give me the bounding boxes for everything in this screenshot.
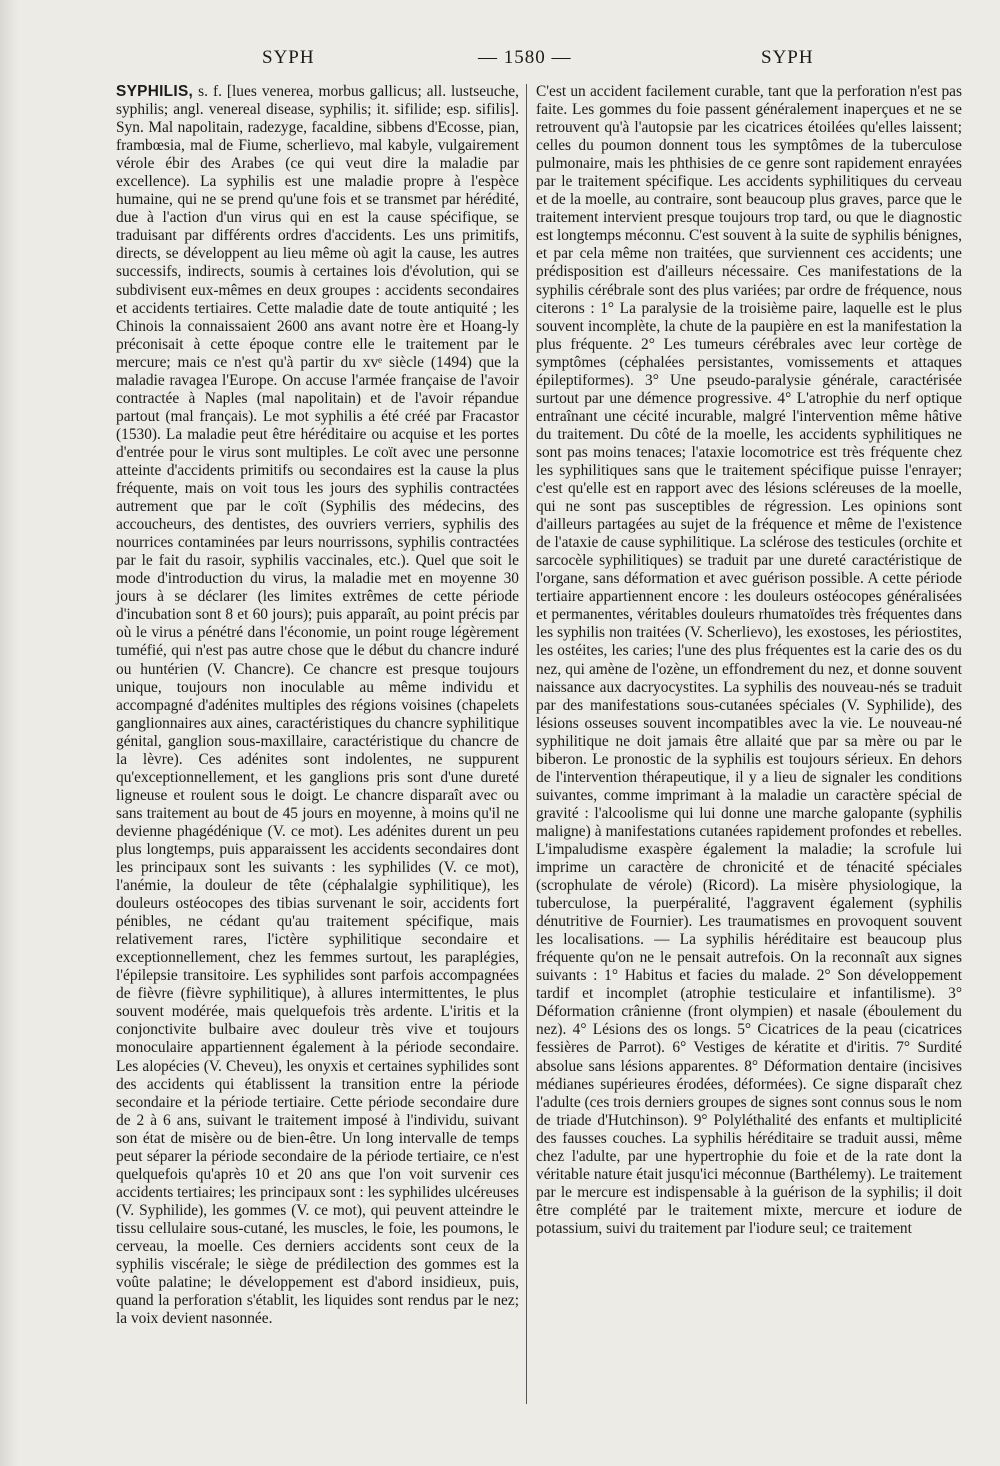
header-left-guide-word: SYPH [262,47,315,68]
right-column-text: C'est un accident facilement curable, tant que la perforation n'est pas faite. Les gommes du foie passent généralement inaperçues et ne se retrouvent qu'à l'autopsie par les cicatrices étoilées qu'elles laissent; celles du poumon donnent tous les symptômes de la tuberculose pulmonaire, mais les phthisies de ce genre sont rapidement enrayées par le traitement spécifique. Les accidents syphilitiques du cerveau et de la moelle, au contraire, sont beaucoup plus graves, parce que le traitement intervient presque toujours trop tard, ou que le diagnostic est longtemps méconnu. C'est souvent à la suite de syphilis bénignes, et par cela même non traitées, que surviennent ces accidents; une prédisposition est d'ailleurs nécessaire. Ces manifestations de la syphilis cérébrale sont des plus variées; par ordre de fréquence, nous citerons : 1° La paralysie de la troisième paire, laquelle est le plus souvent incomplète, la chute de la paupière en est la manifestation la plus fréquente. 2° Les tumeurs cérébrales avec leur cortège de symptômes (céphalées persistantes, vomissements et attaques épileptiformes). 3° Une pseudo-paralysie générale, caractérisée surtout par une démence progressive. 4° L'atrophie du nerf optique entraînant une cécité incurable, malgré l'intervention même hâtive du traitement. Du côté de la moelle, les accidents syphilitiques ne sont pas moins tenaces; l'ataxie locomotrice est très fréquente chez les syphilitiques sans que le traitement spécifique puisse l'enrayer; c'est qu'elle est en rapport avec des lésions scléreuses de la moelle, qui ne sont pas susceptibles de régression. Les opinions sont d'ailleurs partagées au sujet de la fréquence et même de l'existence de l'ataxie de cause syphilitique. La sclérose des testicules (orchite et sarcocèle syphilitiques) se traduit par une dureté caractéristique de l'organe, sans déformation et avec guérison possible. A cette période tertiaire appartiennent encore : les douleurs ostéocopes généralisées et permanentes, véritables douleurs rhumatoïdes très fréquentes dans les syphilis non traitées (V. Scherlievo), les exostoses, les périostites, les ostéites, les caries; l'une des plus fréquentes est la carie des os du nez, qui amène de l'ozène, un effondrement du nez, et donne souvent naissance aux dacryocystites. La syphilis des nouveau-nés se traduit par des manifestations sous-cutanées spéciales (V. Syphilide), des lésions osseuses souvent incompatibles avec la vie. Le nouveau-né syphilitique ne doit jamais être allaité que par sa mère ou par le biberon. Le pronostic de la syphilis est toujours sérieux. En dehors de l'intervention thérapeutique, il y a lieu de signaler les conditions suivantes, comme imprimant à la maladie un caractère spécial de gravité : l'alcoolisme qui lui donne une marche galopante (syphilis maligne) à manifestations cutanées rapidement profondes et rebelles. L'impaludisme exaspère également la maladie; la scrofule lui imprime un caractère de chronicité et de ténacité spéciales (scrophulate de vérole) (Ricord). La misère physiologique, la tuberculose, la puerpéralité, l'aggravent également (syphilis dénutritive de Fournier). Les traumatismes en provoquent souvent les localisations. — La syphilis héréditaire est beaucoup plus fréquente qu'on ne le pensait autrefois. On la reconnaît aux signes suivants : 1° Habitus et facies du malade. 2° Son développement tardif et incomplet (atrophie testiculaire et infantilisme). 3° Déformation crânienne (front olympien) et nasale (éboulement du nez). 4° Lésions des os longs. 5° Cicatrices de la peau (cicatrices fessières de Parrot). 6° Vestiges de kératite et d'iritis. 7° Surdité absolue sans lésions apparentes. 8° Déformation dentaire (incisives médianes supérieures érodées, déformées). Ce signe disparaît chez l'adulte (ces trois derniers groupes de signes sont connus sous le nom de triade d'Hutchinson). 9° Polyléthalité des enfants et multiplicité des fausses couches. La syphilis héréditaire se traduit aussi, même chez l'adulte, par une hypertrophie du foie et de la rate dont la véritable nature était jusqu'ici méconnue (Barthélemy). Le traitement par le mercure est indispensable à la guérison de la syphilis; il doit être complété par le traitement mixte, mercure et iodure de potassium, suivi du traitement par l'iodure seul; ce traitement [536,83,962,1237]
column-divider [526,84,527,1404]
left-column [116,83,519,1328]
page-binding-shadow [0,0,18,1466]
running-header [0,47,1000,81]
left-column-text: s. f. [lues venerea, morbus gallicus; all. lustseuche, syphilis; angl. venereal disease, syphilis; it. sifilide; esp. sifilis]. Syn. Mal napolitain, radezyge, facaldine, sibbens d'Ecosse, pian, frambœsia, mal de Fiume, scherlievo, mal kabyle, vulgairement vérole ébir des Arabes (ce qui veut dire la maladie par excellence). La syphilis est une maladie propre à l'espèce humaine, qui ne se prend qu'une fois et se transmet par hérédité, due à l'action d'un virus qui en est la cause spécifique, se traduisant par différents ordres d'accidents. Les uns primitifs, directs, se développent au lieu même où agit la cause, les autres successifs, indirects, soumis à certaines lois d'évolution, qui se subdivisent eux-mêmes en deux groupes : accidents secondaires et accidents tertiaires. Cette maladie date de toute antiquité ; les Chinois la connaissaient 2600 ans avant notre ère et Hoang-ly préconisait à cette époque contre elle le traitement par le mercure; mais ce n'est qu'à partir du xvᵉ siècle (1494) que la maladie ravagea l'Europe. On accuse l'armée française de l'avoir contractée à Naples (mal napolitain) et de l'avoir répandue partout (mal français). Le mot syphilis a été créé par Fracastor (1530). La maladie peut être héréditaire ou acquise et les portes d'entrée pour le virus sont multiples. Le coït avec une personne atteinte d'accidents primitifs ou secondaires est la cause la plus fréquente, mais on voit tous les jours des syphilis contractées autrement que par le coït (Syphilis des médecins, des accoucheurs, des dentistes, des ouvriers verriers, syphilis des nourrices contaminées par leurs nourrissons, syphilis contractées par le fait du rasoir, syphilis vaccinales, etc.). Quel que soit le mode d'introduction du virus, la maladie met en moyenne 30 jours à se déclarer (les limites extrêmes de cette période d'incubation sont 8 et 60 jours); puis apparaît, au point précis par où le virus a pénétré dans l'économie, un point rouge légèrement tuméfié, qui n'est pas autre chose que le début du chancre induré ou huntérien (V. Chancre). Ce chancre est presque toujours unique, toujours non inoculable au même individu et accompagné d'adénites multiples des régions voisines (chapelets ganglionnaires aux aines, caractéristiques du chancre syphilitique génital, ganglion sous-maxillaire, caractéristique du chancre de la lèvre). Ces adénites sont indolentes, ne suppurent qu'exceptionnellement, et les ganglions pris sont d'une dureté ligneuse et roulent sous le doigt. Le chancre disparaît avec ou sans traitement au bout de 45 jours en moyenne, à moins qu'il ne devienne phagédénique (V. ce mot). Les adénites durent un peu plus longtemps, puis apparaissent les accidents secondaires dont les principaux sont les suivants : les syphilides (V. ce mot), l'anémie, la douleur de tête (céphalalgie syphilitique), les douleurs ostéocopes des tibias survenant le soir, accidents fort pénibles, ne cédant qu'au traitement spécifique, mais relativement rares, l'ictère syphilitique secondaire et exceptionnellement, chez les femmes surtout, les paraplégies, l'épilepsie transitoire. Les syphilides sont parfois accompagnées de fièvre (fièvre syphilitique), à allures intermittentes, le plus souvent modérée, mais quelquefois très ardente. L'iritis et la conjonctivite bulbaire avec douleur très vive et toujours monoculaire appartiennent également à la période secondaire. Les alopécies (V. Cheveu), les onyxis et certaines syphilides sont des accidents qui établissent la transition entre la période secondaire et la période tertiaire. Cette période secondaire dure de 2 à 6 ans, suivant le traitement imposé à l'individu, suivant son état de misère ou de bien-être. Un long intervalle de temps peut séparer la période secondaire de la période tertiaire, ce n'est quelquefois qu'après 10 et 20 ans que l'on voit survenir ces accidents tertiaires; les principaux sont : les syphilides ulcéreuses (V. Syphilide), les gommes (V. ce mot), qui peuvent atteindre le tissu cellulaire sous-cutané, les muscles, le foie, les poumons, le cerveau, la moelle. Ces derniers accidents sont ceux de la syphilis viscérale; le siège de prédilection des gommes est la voûte palatine; le développement est d'abord insidieux, puis, quand la perforation s'établit, les liquides sont rendus par le nez; la voix devient nasonnée. [116,83,520,1328]
right-column [536,83,962,1238]
header-right-guide-word: SYPH [761,47,814,68]
page-number: — 1580 — [478,47,572,68]
entry-headword: SYPHILIS, [116,83,194,100]
